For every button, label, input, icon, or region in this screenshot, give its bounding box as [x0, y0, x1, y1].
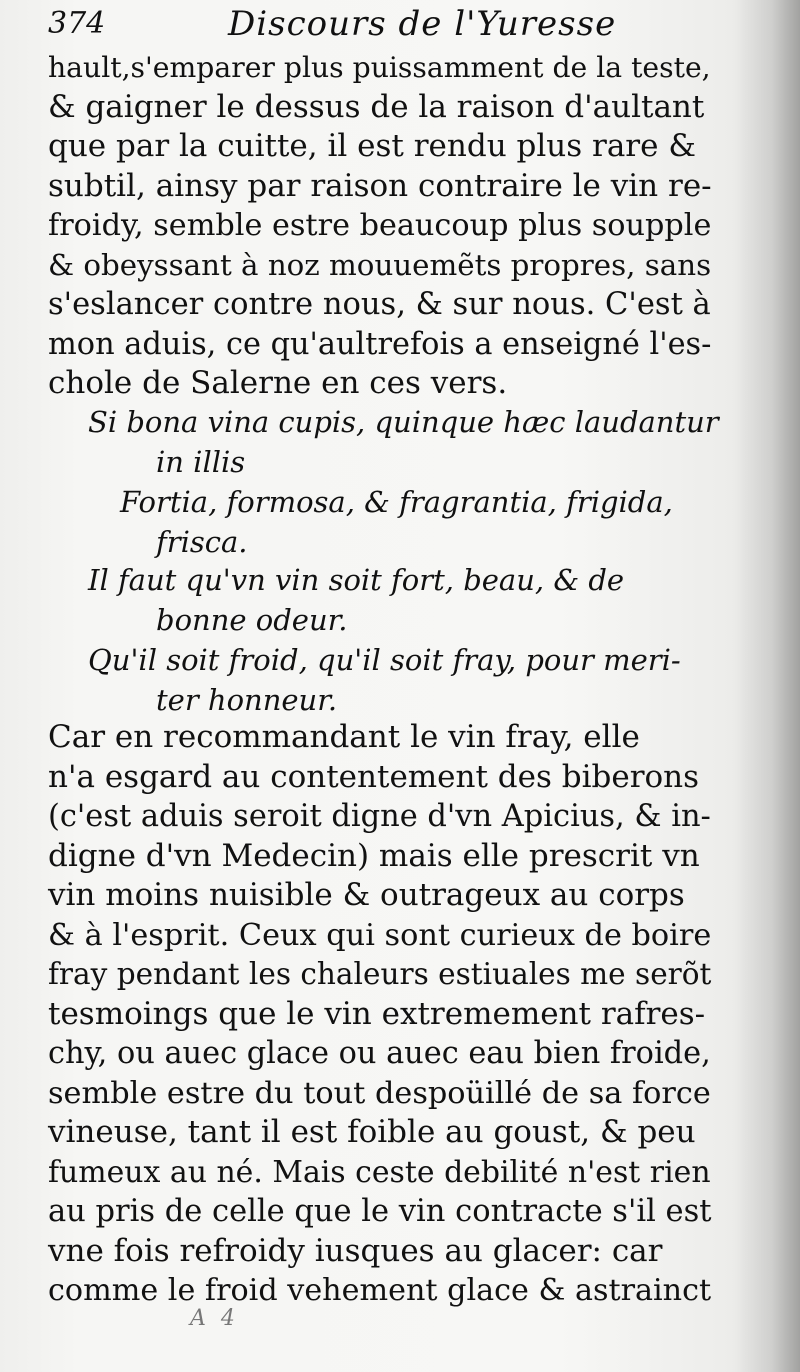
- text-line: Car en recommandant le vin fray, elle: [48, 719, 640, 755]
- text-line: s'eslancer contre nous, & sur nous. C'est à: [48, 287, 711, 322]
- verse-line: Qu'il soit froid, qu'il soit fray, pour meri-: [88, 643, 681, 677]
- text-line: digne d'vn Medecin) mais elle prescrit vn: [48, 837, 700, 874]
- running-title: Discours de l'Yuresse: [228, 4, 617, 44]
- page-header: [48, 2, 718, 48]
- verse-line: Fortia, formosa, & fragrantia, frigida,: [120, 485, 673, 519]
- text-line: vne fois refroidy iusques au glacer: car: [48, 1232, 663, 1269]
- text-line: fray pendant les chaleurs estiuales me serõt: [48, 957, 712, 991]
- verse-line: Il faut qu'vn vin soit fort, beau, & de: [88, 563, 625, 597]
- text-line: tesmoings que le vin extremement rafres-: [48, 995, 706, 1032]
- verse-line: in illis: [156, 445, 246, 479]
- latin-verse: [48, 402, 738, 562]
- text-line: au pris de celle que le vin contracte s'il est: [48, 1194, 712, 1229]
- text-line: chy, ou auec glace ou auec eau bien froide,: [48, 1036, 711, 1071]
- text-line: & gaigner le dessus de la raison d'aultant: [48, 88, 705, 125]
- text-line: hault,s'emparer plus puissamment de la teste,: [48, 51, 711, 84]
- text-line: chole de Salerne en ces vers.: [48, 365, 508, 401]
- text-line: n'a esgard au contentement des biberons: [48, 758, 700, 795]
- text-line: (c'est aduis seroit digne d'vn Apicius, & in-: [48, 799, 711, 834]
- text-line: vineuse, tant il est foible au goust, & peu: [48, 1114, 696, 1150]
- verse-line: ter honneur.: [156, 683, 338, 717]
- verse-line: frisca.: [156, 525, 248, 559]
- text-line: semble estre du tout despoüillé de sa force: [48, 1075, 711, 1111]
- page-gutter-shadow: [730, 0, 800, 1372]
- text-line: fumeux au né. Mais ceste debilité n'est rien: [48, 1154, 711, 1190]
- verse-line: bonne odeur.: [156, 603, 348, 637]
- paragraph-2: [48, 718, 718, 1311]
- text-line: & obeyssant à noz mouuemẽts propres, sans: [48, 247, 712, 282]
- text-line: froidy, semble estre beaucoup plus soupple: [48, 208, 712, 243]
- text-line: mon aduis, ce qu'aultrefois a enseigné l'es-: [48, 326, 712, 362]
- text-line: comme le froid vehement glace & astrainct: [48, 1273, 712, 1308]
- text-line: subtil, ainsy par raison contraire le vin re-: [48, 167, 712, 204]
- text-line: & à l'esprit. Ceux qui sont curieux de boire: [48, 917, 712, 953]
- french-verse: [48, 560, 738, 720]
- signature-mark: A 4: [190, 1306, 239, 1331]
- paragraph-1: [48, 48, 718, 404]
- verse-line: Si bona vina cupis, quinque hæc laudantur: [88, 405, 719, 439]
- text-line: que par la cuitte, il est rendu plus rare &: [48, 128, 696, 164]
- page-number: 374: [48, 6, 106, 41]
- text-line: vin moins nuisible & outrageux au corps: [48, 877, 685, 913]
